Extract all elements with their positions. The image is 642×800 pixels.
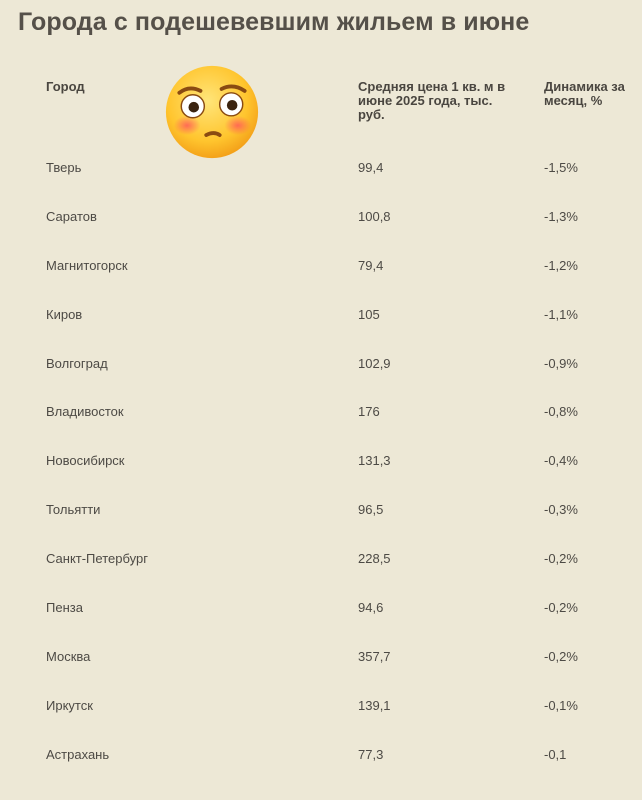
city-cell: Тверь (46, 160, 82, 175)
price-cell: 228,5 (358, 551, 391, 567)
table-row (0, 290, 642, 339)
city-cell: Москва (46, 648, 91, 664)
table-row (0, 241, 642, 290)
table-row (0, 583, 642, 632)
dynamics-cell: -1,1% (544, 306, 578, 322)
city-cell: Магнитогорск (46, 257, 128, 273)
dynamics-cell: -0,2% (544, 551, 578, 567)
price-cell: 139,1 (358, 697, 391, 713)
city-cell: Пенза (46, 600, 83, 616)
column-header-city: Город (46, 79, 85, 94)
dynamics-cell: -0,1% (544, 697, 578, 713)
table-row (0, 534, 642, 583)
table-row (0, 436, 642, 485)
dynamics-cell: -0,8% (544, 404, 578, 420)
table-row (0, 485, 642, 534)
city-cell: Астрахань (46, 746, 110, 762)
price-cell: 131,3 (358, 453, 391, 469)
column-header-dynamics: Динамика за месяц, % (544, 79, 625, 108)
dynamics-cell: -1,3% (544, 208, 578, 224)
table-row (0, 339, 642, 388)
dynamics-cell: -1,5% (544, 160, 578, 175)
dynamics-cell: -0,1 (544, 746, 567, 762)
dynamics-cell: -0,3% (544, 502, 578, 518)
city-table (0, 143, 642, 779)
price-cell: 79,4 (358, 257, 384, 273)
column-header-price: Средняя цена 1 кв. м в июне 2025 года, тыс. руб. (358, 79, 506, 122)
price-cell: 99,4 (358, 160, 384, 175)
city-cell: Волгоград (46, 355, 108, 371)
city-cell: Новосибирск (46, 453, 125, 469)
table-row (0, 143, 642, 192)
dynamics-cell: -0,2% (544, 648, 578, 664)
city-cell: Иркутск (46, 697, 93, 713)
dynamics-cell: -0,4% (544, 453, 578, 469)
table-row (0, 632, 642, 681)
dynamics-cell: -0,2% (544, 600, 578, 616)
table-row (0, 387, 642, 436)
dynamics-cell: -0,9% (544, 355, 578, 371)
price-cell: 102,9 (358, 355, 391, 371)
price-cell: 94,6 (358, 600, 384, 616)
price-cell: 100,8 (358, 208, 391, 224)
table-row (0, 730, 642, 779)
city-cell: Киров (46, 306, 83, 322)
price-cell: 96,5 (358, 502, 384, 518)
city-cell: Владивосток (46, 404, 124, 420)
price-cell: 176 (358, 404, 380, 420)
city-cell: Тольятти (46, 502, 101, 518)
city-cell: Санкт-Петербург (46, 551, 148, 567)
price-cell: 77,3 (358, 746, 384, 762)
page-title: Города с подешевевшим жильем в июне (18, 8, 530, 36)
table-row (0, 192, 642, 241)
price-cell: 105 (358, 306, 380, 322)
table-row (0, 681, 642, 730)
city-cell: Саратов (46, 208, 97, 224)
price-cell: 357,7 (358, 648, 391, 664)
dynamics-cell: -1,2% (544, 257, 578, 273)
